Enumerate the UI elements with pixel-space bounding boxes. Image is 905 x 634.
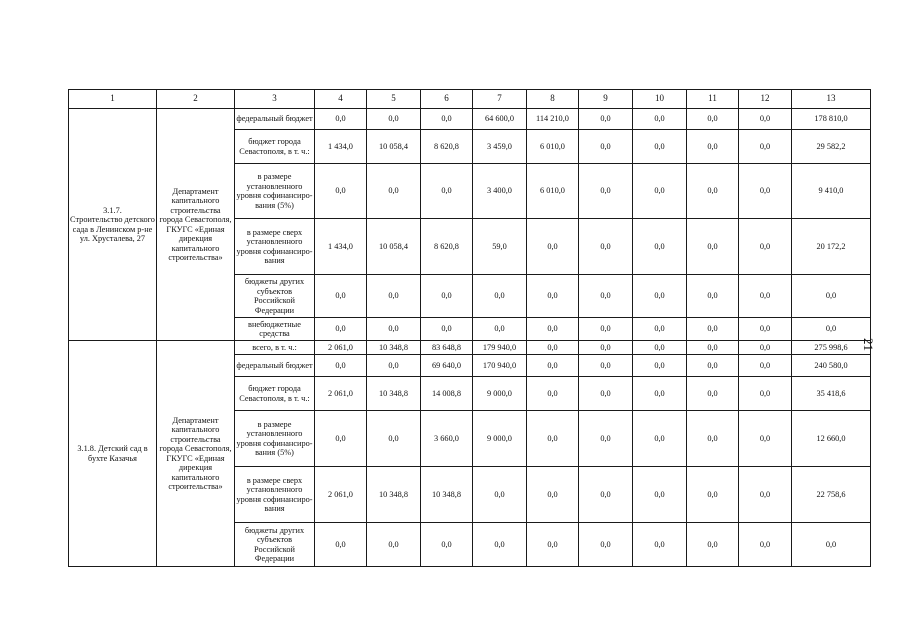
value-cell: 0,0 <box>421 318 473 341</box>
value-cell: 0,0 <box>579 377 633 411</box>
value-cell: 0,0 <box>739 341 792 355</box>
value-cell: 170 940,0 <box>473 355 527 377</box>
value-cell: 0,0 <box>421 164 473 219</box>
value-cell: 0,0 <box>739 219 792 275</box>
value-cell: 0,0 <box>579 164 633 219</box>
department-name: Департамент капитального строительства города Севастополя, ГКУГС «Единая дирекция капитального строительства» <box>157 341 235 567</box>
value-cell: 3 459,0 <box>473 130 527 164</box>
value-cell: 0,0 <box>633 355 687 377</box>
total-cell: 178 810,0 <box>792 109 871 130</box>
value-cell: 0,0 <box>473 275 527 318</box>
value-cell: 0,0 <box>527 275 579 318</box>
column-header: 9 <box>579 90 633 109</box>
value-cell: 0,0 <box>633 130 687 164</box>
column-header: 8 <box>527 90 579 109</box>
value-cell: 0,0 <box>633 341 687 355</box>
funding-source: бюджеты других субъектов Российской Федерации <box>235 523 315 567</box>
funding-source: бюджет города Севастополя, в т. ч.: <box>235 130 315 164</box>
value-cell: 0,0 <box>739 355 792 377</box>
funding-source: в размере установленного уровня софинансиро-вания (5%) <box>235 411 315 467</box>
value-cell: 0,0 <box>315 275 367 318</box>
column-header: 12 <box>739 90 792 109</box>
value-cell: 0,0 <box>633 377 687 411</box>
value-cell: 0,0 <box>579 275 633 318</box>
value-cell: 0,0 <box>633 467 687 523</box>
value-cell: 10 348,8 <box>367 467 421 523</box>
value-cell: 10 348,8 <box>367 341 421 355</box>
value-cell: 0,0 <box>739 318 792 341</box>
value-cell: 10 058,4 <box>367 219 421 275</box>
value-cell: 69 640,0 <box>421 355 473 377</box>
value-cell: 6 010,0 <box>527 130 579 164</box>
value-cell: 0,0 <box>633 523 687 567</box>
value-cell: 0,0 <box>367 164 421 219</box>
value-cell: 0,0 <box>633 164 687 219</box>
value-cell: 59,0 <box>473 219 527 275</box>
value-cell: 0,0 <box>527 411 579 467</box>
value-cell: 9 000,0 <box>473 411 527 467</box>
funding-source: в размере установленного уровня софинансиро-вания (5%) <box>235 164 315 219</box>
value-cell: 0,0 <box>739 164 792 219</box>
total-cell: 29 582,2 <box>792 130 871 164</box>
column-header: 6 <box>421 90 473 109</box>
value-cell: 0,0 <box>579 109 633 130</box>
funding-source: федеральный бюджет <box>235 355 315 377</box>
column-header: 11 <box>687 90 739 109</box>
value-cell: 64 600,0 <box>473 109 527 130</box>
value-cell: 0,0 <box>367 275 421 318</box>
value-cell: 10 348,8 <box>367 377 421 411</box>
total-cell: 22 758,6 <box>792 467 871 523</box>
total-cell: 0,0 <box>792 275 871 318</box>
total-cell: 240 580,0 <box>792 355 871 377</box>
value-cell: 0,0 <box>315 355 367 377</box>
value-cell: 0,0 <box>367 318 421 341</box>
total-cell: 9 410,0 <box>792 164 871 219</box>
value-cell: 0,0 <box>315 164 367 219</box>
value-cell: 0,0 <box>579 219 633 275</box>
value-cell: 0,0 <box>315 523 367 567</box>
total-cell: 20 172,2 <box>792 219 871 275</box>
value-cell: 0,0 <box>687 411 739 467</box>
value-cell: 0,0 <box>527 219 579 275</box>
column-header: 10 <box>633 90 687 109</box>
value-cell: 0,0 <box>473 318 527 341</box>
value-cell: 0,0 <box>421 109 473 130</box>
value-cell: 0,0 <box>315 109 367 130</box>
object-name: 3.1.8. Детский сад в бухте Казачья <box>69 341 157 567</box>
value-cell: 0,0 <box>473 467 527 523</box>
value-cell: 0,0 <box>579 318 633 341</box>
value-cell: 0,0 <box>687 219 739 275</box>
total-cell: 0,0 <box>792 318 871 341</box>
value-cell: 0,0 <box>739 467 792 523</box>
value-cell: 0,0 <box>739 275 792 318</box>
object-name: 3.1.7. Строительство детского сада в Ленинском р-не ул. Хрусталева, 27 <box>69 109 157 341</box>
value-cell: 0,0 <box>687 164 739 219</box>
value-cell: 0,0 <box>473 523 527 567</box>
value-cell: 3 660,0 <box>421 411 473 467</box>
value-cell: 0,0 <box>367 355 421 377</box>
value-cell: 0,0 <box>687 275 739 318</box>
funding-source: федеральный бюджет <box>235 109 315 130</box>
page-number: 21 <box>861 338 876 351</box>
total-cell: 12 660,0 <box>792 411 871 467</box>
value-cell: 0,0 <box>633 219 687 275</box>
value-cell: 0,0 <box>633 275 687 318</box>
value-cell: 0,0 <box>687 355 739 377</box>
value-cell: 0,0 <box>687 130 739 164</box>
value-cell: 14 008,8 <box>421 377 473 411</box>
funding-source: бюджеты других субъектов Российской Федерации <box>235 275 315 318</box>
value-cell: 0,0 <box>687 467 739 523</box>
value-cell: 0,0 <box>633 318 687 341</box>
value-cell: 6 010,0 <box>527 164 579 219</box>
value-cell: 1 434,0 <box>315 130 367 164</box>
value-cell: 10 058,4 <box>367 130 421 164</box>
financing-table <box>68 89 871 567</box>
value-cell: 0,0 <box>579 523 633 567</box>
value-cell: 0,0 <box>687 109 739 130</box>
value-cell: 0,0 <box>579 355 633 377</box>
value-cell: 1 434,0 <box>315 219 367 275</box>
value-cell: 0,0 <box>527 467 579 523</box>
header-row <box>69 90 871 109</box>
column-header: 5 <box>367 90 421 109</box>
value-cell: 0,0 <box>527 318 579 341</box>
value-cell: 0,0 <box>421 523 473 567</box>
value-cell: 0,0 <box>527 523 579 567</box>
value-cell: 0,0 <box>579 411 633 467</box>
funding-source: бюджет города Севастополя, в т. ч.: <box>235 377 315 411</box>
value-cell: 0,0 <box>739 411 792 467</box>
column-header: 2 <box>157 90 235 109</box>
value-cell: 0,0 <box>527 341 579 355</box>
column-header: 13 <box>792 90 871 109</box>
column-header: 7 <box>473 90 527 109</box>
total-cell: 275 998,6 <box>792 341 871 355</box>
column-header: 3 <box>235 90 315 109</box>
value-cell: 0,0 <box>579 467 633 523</box>
column-header: 1 <box>69 90 157 109</box>
value-cell: 0,0 <box>367 411 421 467</box>
table-row <box>69 109 871 130</box>
value-cell: 0,0 <box>687 377 739 411</box>
value-cell: 2 061,0 <box>315 467 367 523</box>
value-cell: 0,0 <box>367 523 421 567</box>
funding-source: внебюджетные средства <box>235 318 315 341</box>
value-cell: 179 940,0 <box>473 341 527 355</box>
column-header: 4 <box>315 90 367 109</box>
value-cell: 0,0 <box>687 341 739 355</box>
value-cell: 83 648,8 <box>421 341 473 355</box>
value-cell: 2 061,0 <box>315 377 367 411</box>
total-cell: 35 418,6 <box>792 377 871 411</box>
value-cell: 0,0 <box>633 411 687 467</box>
value-cell: 0,0 <box>527 377 579 411</box>
value-cell: 0,0 <box>739 130 792 164</box>
department-name: Департамент капитального строительства города Севастополя, ГКУГС «Единая дирекция капитального строительства» <box>157 109 235 341</box>
value-cell: 0,0 <box>633 109 687 130</box>
value-cell: 0,0 <box>739 377 792 411</box>
value-cell: 0,0 <box>579 341 633 355</box>
value-cell: 10 348,8 <box>421 467 473 523</box>
value-cell: 0,0 <box>421 275 473 318</box>
value-cell: 3 400,0 <box>473 164 527 219</box>
value-cell: 0,0 <box>315 411 367 467</box>
funding-source: всего, в т. ч.: <box>235 341 315 355</box>
value-cell: 0,0 <box>739 523 792 567</box>
value-cell: 0,0 <box>527 355 579 377</box>
funding-source: в размере сверх установленного уровня софинансиро-вания <box>235 219 315 275</box>
funding-source: в размере сверх установленного уровня софинансиро-вания <box>235 467 315 523</box>
value-cell: 0,0 <box>367 109 421 130</box>
value-cell: 0,0 <box>687 318 739 341</box>
value-cell: 0,0 <box>579 130 633 164</box>
total-cell: 0,0 <box>792 523 871 567</box>
table-row <box>69 341 871 355</box>
value-cell: 8 620,8 <box>421 219 473 275</box>
value-cell: 0,0 <box>315 318 367 341</box>
value-cell: 114 210,0 <box>527 109 579 130</box>
value-cell: 8 620,8 <box>421 130 473 164</box>
value-cell: 0,0 <box>687 523 739 567</box>
value-cell: 9 000,0 <box>473 377 527 411</box>
value-cell: 0,0 <box>739 109 792 130</box>
value-cell: 2 061,0 <box>315 341 367 355</box>
